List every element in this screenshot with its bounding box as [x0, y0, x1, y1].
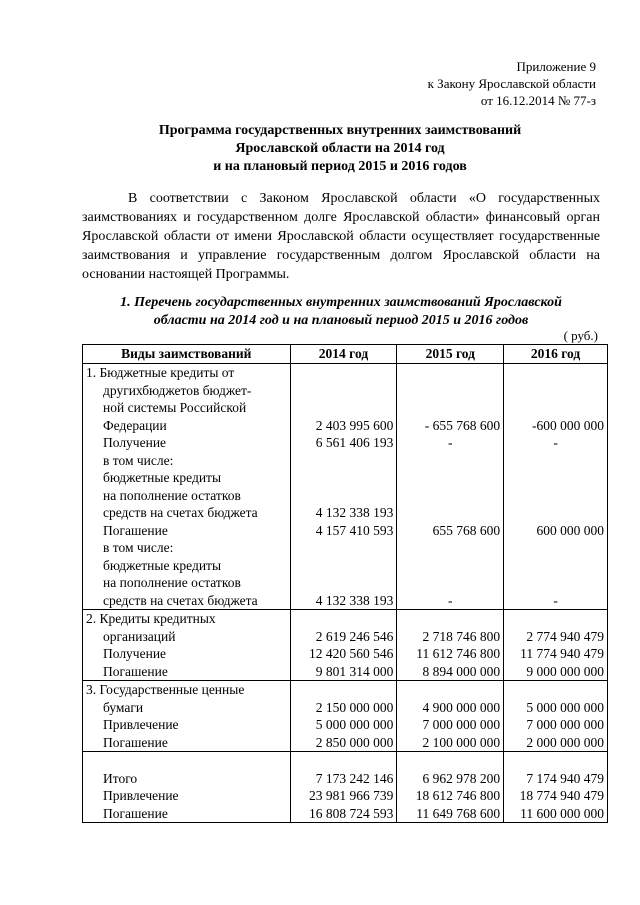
label-cell — [83, 364, 291, 610]
row-value: 23 981 966 739 — [309, 788, 394, 803]
title-line: Ярославской области на 2014 год — [235, 141, 445, 156]
row-value: 4 132 338 193 — [315, 592, 394, 608]
row-value — [400, 504, 500, 522]
row-label: в том числе: — [103, 452, 174, 468]
row-value — [294, 610, 394, 628]
row-label: Погашение — [103, 663, 168, 679]
header-cell: 2016 год — [504, 345, 608, 364]
row-value: - 655 768 600 — [424, 417, 501, 433]
row-value: - — [448, 435, 453, 450]
row-value: 18 612 746 800 — [415, 788, 501, 803]
row-value: 9 000 000 000 — [526, 663, 604, 679]
row-value — [507, 504, 604, 522]
row-value — [400, 399, 500, 417]
row-value: 6 561 406 193 — [315, 435, 394, 450]
row-value: 2 403 995 600 — [315, 417, 394, 433]
row-label: бюджетные кредиты — [103, 470, 222, 485]
row-value: 2 850 000 000 — [315, 734, 394, 750]
row-value — [507, 557, 604, 575]
row-value: 11 612 746 800 — [416, 646, 501, 661]
row-label: другихбюджетов бюджет- — [103, 382, 252, 398]
row-label: 1. Бюджетные кредиты от — [86, 365, 235, 380]
row-value: 11 774 940 479 — [520, 646, 604, 661]
title-line: и на плановый период 2015 и 2016 годов — [213, 159, 467, 174]
row-value — [294, 452, 394, 470]
appendix-line: от 16.12.2014 № 77-з — [480, 93, 596, 108]
row-value — [507, 610, 604, 628]
row-value — [400, 469, 500, 487]
table-header-row — [83, 345, 608, 364]
row-label: Итого — [103, 770, 138, 786]
row-value — [507, 452, 604, 470]
row-value — [400, 452, 500, 470]
row-label: 3. Государственные ценные — [86, 682, 245, 697]
row-value: 2 000 000 000 — [526, 734, 604, 750]
section-title — [82, 294, 600, 330]
section-title-line: 1. Перечень государственных внутренних заимствований Ярославской — [120, 295, 562, 310]
row-value — [294, 382, 394, 400]
row-value: 655 768 600 — [432, 522, 501, 538]
row-value — [400, 681, 500, 699]
value-cell-2016 — [504, 752, 608, 823]
row-value: 9 801 314 000 — [315, 663, 394, 679]
value-cell-2016 — [504, 610, 608, 681]
row-value — [294, 364, 394, 382]
row-value: 11 649 768 600 — [416, 805, 501, 821]
row-value: 12 420 560 546 — [309, 646, 394, 661]
value-cell-2016 — [504, 681, 608, 752]
value-cell-2014 — [290, 610, 397, 681]
row-value — [400, 574, 500, 592]
group-securities — [83, 681, 608, 752]
row-value — [507, 681, 604, 699]
row-value: 8 894 000 000 — [422, 663, 501, 679]
row-label: бюджетные кредиты — [103, 557, 222, 573]
row-label: в том числе: — [103, 540, 174, 555]
row-label: Получение — [103, 646, 167, 661]
row-label: средств на счетах бюджета — [103, 592, 258, 608]
row-value: 2 718 746 800 — [422, 628, 501, 644]
row-value — [294, 399, 394, 417]
row-value — [400, 382, 500, 400]
row-value: 7 000 000 000 — [526, 717, 604, 732]
row-value: 5 000 000 000 — [526, 699, 604, 715]
row-value — [400, 610, 500, 628]
row-value: - — [448, 592, 453, 608]
group-bank-credits — [83, 610, 608, 681]
row-value: 4 132 338 193 — [315, 505, 394, 520]
row-value: 7 000 000 000 — [422, 717, 501, 732]
row-value: -600 000 000 — [532, 417, 604, 433]
document-title — [80, 122, 600, 176]
row-value: 7 173 242 146 — [315, 770, 394, 786]
value-cell-2014 — [290, 364, 397, 610]
row-value: 7 174 940 479 — [526, 770, 604, 786]
row-label: Погашение — [103, 734, 168, 750]
value-cell-2015 — [397, 610, 504, 681]
row-value: 2 774 940 479 — [526, 628, 604, 644]
appendix-line: к Закону Ярославской области — [427, 76, 596, 91]
row-label: Привлечение — [103, 717, 179, 732]
row-value — [294, 752, 394, 770]
row-value: 4 157 410 593 — [315, 522, 394, 538]
row-value — [294, 487, 394, 505]
row-label: Привлечение — [103, 788, 179, 803]
row-label: бумаги — [103, 699, 144, 715]
header-cell: 2014 год — [290, 345, 397, 364]
row-value — [507, 469, 604, 487]
row-value: - — [553, 435, 558, 450]
row-value: 6 962 978 200 — [422, 770, 501, 786]
row-value — [507, 382, 604, 400]
row-label: Федерации — [103, 417, 167, 433]
row-value: 2 150 000 000 — [315, 699, 394, 715]
row-value — [294, 681, 394, 699]
row-value — [507, 364, 604, 382]
label-cell — [83, 681, 291, 752]
header-cell: Виды заимствований — [83, 345, 291, 364]
row-label: Погашение — [103, 805, 168, 821]
row-value: 2 619 246 546 — [315, 628, 394, 644]
borrowings-table — [82, 344, 608, 823]
row-value — [507, 399, 604, 417]
row-value: - — [553, 592, 558, 608]
value-cell-2014 — [290, 681, 397, 752]
row-value: 4 900 000 000 — [422, 699, 501, 715]
row-value — [294, 469, 394, 487]
row-value: 2 100 000 000 — [422, 734, 501, 750]
row-value: 5 000 000 000 — [315, 717, 394, 732]
row-value — [294, 574, 394, 592]
value-cell-2015 — [397, 364, 504, 610]
table-row — [83, 681, 608, 752]
row-label: ной системы Российской — [103, 400, 247, 415]
group-budget-credits — [83, 364, 608, 610]
row-value — [400, 487, 500, 505]
table-row — [83, 752, 608, 823]
label-cell — [83, 752, 291, 823]
value-cell-2016 — [504, 364, 608, 610]
value-cell-2015 — [397, 681, 504, 752]
row-value — [400, 364, 500, 382]
row-value: 18 774 940 479 — [519, 788, 604, 803]
row-value: 16 808 724 593 — [309, 805, 394, 821]
row-value — [507, 752, 604, 770]
row-value — [507, 539, 604, 557]
row-value — [294, 557, 394, 575]
intro-paragraph: В соответствии с Законом Ярославской области «О государственных заимствованиях и государственном долге Ярославской области» финансовый орган Ярославской области от имени Ярославской области осуществляет государственные заимствования и управление государственным долгом Ярославской области на основании настоящей Программы. — [82, 191, 600, 282]
appendix-line: Приложение 9 — [516, 59, 596, 74]
unit-label: ( руб.) — [563, 328, 598, 343]
table-row — [83, 610, 608, 681]
row-value: 11 600 000 000 — [520, 805, 604, 821]
row-label: на пополнение остатков — [103, 575, 241, 590]
title-line: Программа государственных внутренних заимствований — [158, 123, 522, 138]
row-label: 2. Кредиты кредитных — [86, 611, 216, 626]
row-value — [507, 574, 604, 592]
row-label — [86, 752, 287, 770]
row-label: на пополнение остатков — [103, 487, 241, 503]
row-value — [400, 557, 500, 575]
row-label: Получение — [103, 435, 167, 450]
value-cell-2015 — [397, 752, 504, 823]
table-row — [83, 364, 608, 610]
value-cell-2014 — [290, 752, 397, 823]
row-value — [507, 487, 604, 505]
appendix-note — [428, 58, 596, 109]
row-label: Погашение — [103, 522, 168, 538]
group-total — [83, 752, 608, 823]
header-cell: 2015 год — [397, 345, 504, 364]
section-title-line: области на 2014 год и на плановый период 2015 и 2016 годов — [153, 313, 529, 328]
label-cell — [83, 610, 291, 681]
row-label: средств на счетах бюджета — [103, 505, 258, 520]
row-value — [400, 539, 500, 557]
row-label: организаций — [103, 628, 176, 644]
row-value: 600 000 000 — [536, 522, 604, 538]
row-value — [294, 539, 394, 557]
row-value — [400, 752, 500, 770]
